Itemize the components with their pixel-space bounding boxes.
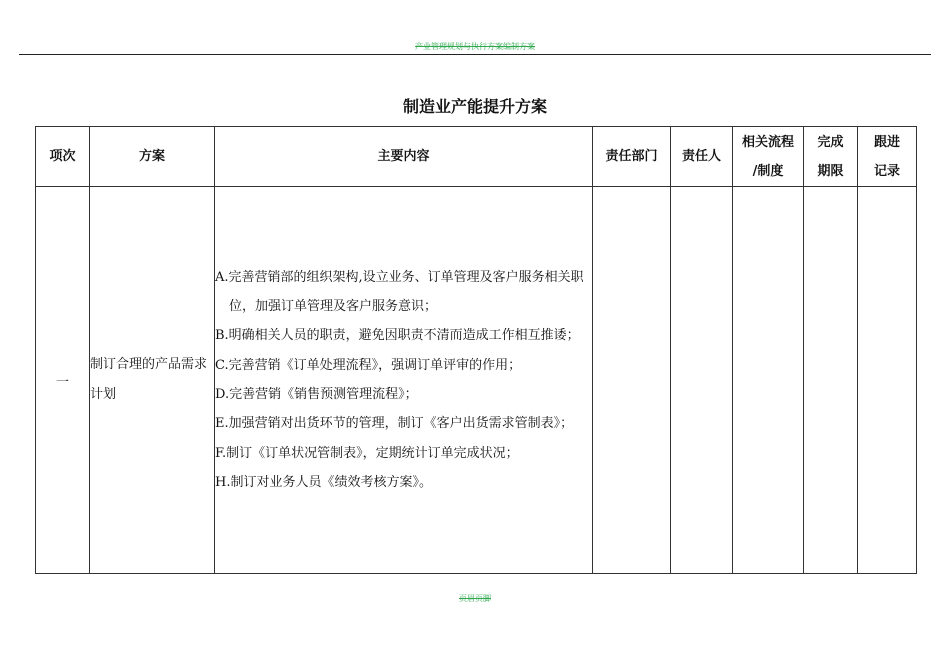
content-line-d: D.完善营销《销售预测管理流程》； — [215, 387, 418, 402]
content-line-b: B.明确相关人员的职责，避免因职责不清而造成工作相互推诿； — [215, 328, 580, 344]
header-owner: 责任人 — [671, 127, 733, 187]
content-line-c: C.完善营销《订单处理流程》，强调订单评审的作用； — [215, 357, 522, 373]
page-header-text: 产业管理规划与执行方案编制方案 — [415, 42, 535, 51]
row-process — [733, 187, 804, 574]
header-followup — [858, 127, 917, 187]
content-line-e: E.加强营销对出货环节的管理，制订《客户出货需求管制表》； — [215, 416, 574, 432]
row-deadline — [804, 187, 858, 574]
header-plan: 方案 — [90, 127, 215, 187]
document-title: 制造业产能提升方案 — [402, 97, 547, 116]
table-row — [36, 187, 917, 574]
header-followup-line2: 记录 — [873, 163, 900, 179]
content-line-f: F.制订《订单状况管制表》，定期统计订单完成状况； — [215, 445, 519, 461]
header-deadline-line1: 完成 — [817, 134, 844, 150]
page-footer-text: 页眉页脚 — [459, 594, 491, 603]
header-content: 主要内容 — [215, 127, 593, 187]
header-index: 项次 — [36, 127, 90, 187]
row-dept — [593, 187, 671, 574]
plan-table — [35, 126, 917, 574]
row-plan: 制订合理的产品需求计划 — [90, 187, 215, 574]
table-header-row — [36, 127, 917, 187]
header-process-line2: /制度 — [752, 163, 784, 179]
header-dept: 责任部门 — [593, 127, 671, 187]
header-deadline — [804, 127, 858, 187]
content-line-a: A.完善营销部的组织架构,设立业务、订单管理及客户服务相关职位，加强订单管理及客户服务意识； — [215, 269, 584, 315]
row-content — [215, 187, 593, 574]
header-deadline-line2: 期限 — [817, 163, 844, 179]
row-index: 一 — [36, 187, 90, 574]
header-rule — [19, 54, 931, 55]
header-process-line1: 相关流程 — [741, 134, 794, 150]
header-process — [733, 127, 804, 187]
content-line-h: H.制订对业务人员《绩效考核方案》。 — [215, 474, 432, 490]
row-owner — [671, 187, 733, 574]
row-followup — [858, 187, 917, 574]
header-followup-line1: 跟进 — [873, 134, 900, 150]
